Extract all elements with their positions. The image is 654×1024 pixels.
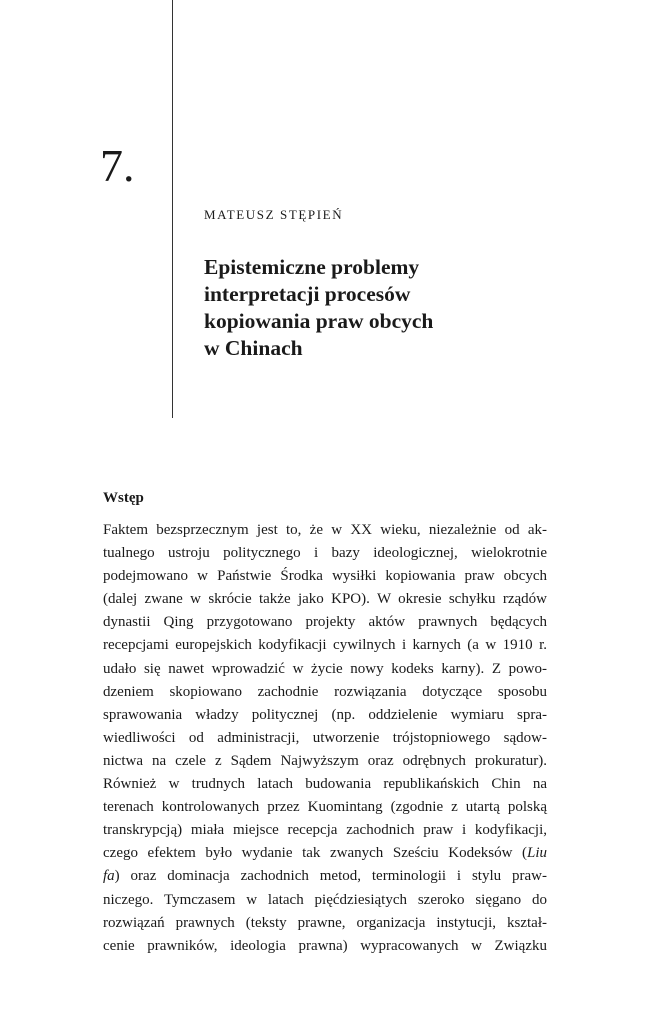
text-line: transkrypcją) miała miejsce recepcja zachodnich praw i kodyfikacji, — [103, 822, 547, 839]
text-line: dynastii Qing przygotowano projekty aktów prawnych będących — [103, 614, 547, 631]
text-line-with-italic — [103, 842, 547, 865]
text-segment: ) oraz dominacja zachodnich metod, terminologii i stylu praw- — [114, 868, 547, 885]
text-line: rozwiązań prawnych (teksty prawne, organizacja instytucji, kształ- — [103, 914, 547, 931]
text-line: dzeniem skopiowano zachodnie rozwiązania dotyczące sposobu — [103, 683, 547, 700]
text-line: Również w trudnych latach budowania republikańskich Chin na — [103, 776, 547, 793]
chapter-title — [204, 254, 604, 362]
author-name: MATEUSZ STĘPIEŃ — [204, 207, 344, 222]
vertical-rule — [172, 0, 173, 418]
title-line: kopiowania praw obcych — [204, 309, 434, 333]
section-heading: Wstęp — [103, 490, 144, 506]
title-line: w Chinach — [204, 336, 303, 360]
text-segment: czego efektem było wydanie tak zwanych Sześciu Kodeksów ( — [103, 845, 527, 862]
italic-term: fa — [103, 868, 115, 885]
text-line-with-italic — [103, 865, 547, 888]
text-line: udało się nawet wprowadzić w życie nowy kodeks karny). Z powo- — [103, 660, 547, 677]
title-line: Epistemiczne problemy — [204, 255, 420, 279]
chapter-number: 7. — [100, 140, 135, 191]
text-line: Faktem bezsprzecznym jest to, że w XX wieku, niezależnie od ak- — [103, 522, 547, 538]
body-paragraph — [103, 519, 547, 958]
text-line: sprawowania władzy politycznej (np. oddzielenie wymiaru spra- — [103, 706, 547, 723]
title-line: interpretacji procesów — [204, 282, 411, 306]
text-line: terenach kontrolowanych przez Kuomintang (zgodnie z utartą polską — [103, 799, 547, 816]
text-line: niczego. Tymczasem w latach pięćdziesiątych szeroko sięgano do — [103, 891, 547, 908]
text-line: podejmowano w Państwie Środka wysiłki kopiowania praw obcych — [103, 568, 547, 585]
text-line: tualnego ustroju politycznego i bazy ideologicznej, wielokrotnie — [103, 545, 547, 562]
text-line: cenie prawników, ideologia prawna) wypracowanych w Związku — [103, 937, 547, 954]
text-line: (dalej zwane w skrócie także jako KPO). W okresie schyłku rządów — [103, 591, 547, 608]
text-line: wiedliwości od administracji, utworzenie trójstopniowego sądow- — [103, 729, 547, 746]
text-line: recepcjami europejskich kodyfikacji cywilnych i karnych (a w 1910 r. — [103, 637, 547, 654]
text-line: nictwa na czele z Sądem Najwyższym oraz odrębnych prokuratur). — [103, 752, 547, 769]
italic-term: Liu — [526, 845, 547, 862]
